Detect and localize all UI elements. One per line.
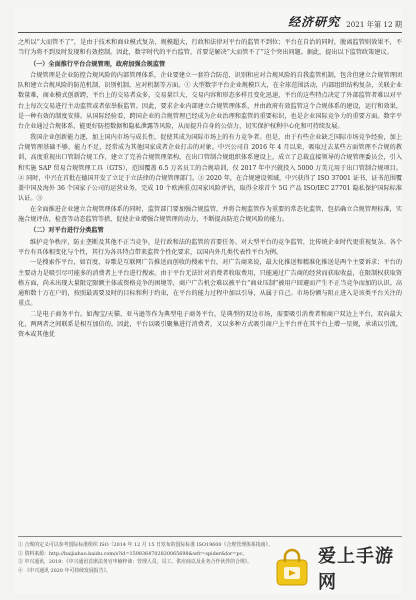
bag-logo-icon bbox=[272, 548, 312, 588]
body-paragraph: 在全面推进企业建立合规管理体系的同时，监管部门要加强合规监管，并将合规监管作为重要的常态化监管，包括确立合规管理标准，实施合规评估，检查等动态监管等措，促使企业增强合规管理的动力，不断提高防范合规风险的能力。 bbox=[18, 205, 402, 224]
page-header bbox=[18, 8, 402, 33]
section-heading: （二）对平台进行分类监管 bbox=[30, 227, 104, 235]
body-paragraph: 我国企业创新能力逐，加上国内市场与成长性，促使其成为国际市场上的有力竞争者。但是，由于有些企业缺乏国际市场竞争经验，加上合规管理基础不够，能力不足，经常成为其他国家成者企业打击的对象。中兴公司自 2016 年 4 月以来，吸取过去某些方面管理不合规的教训，高度重视出口管制合规工作，建立了完善合规管理架构，在出口管制合规组织体系建设上，成立了总裁直接领导的合规管理委员会，引入和实施 SAP 贸易合规管理工具（GTS），范围覆盖 6.5 万名员工的合规培训，仅 2017 年中兴就投入 5000 万美元用于出口管制合规项目。② 同时，中兴在首批在德国开发了立足于立法律的合规管理部门。③ 2020 年，在合规建设领域，中兴获得了 ISO 37001 证书，证书范围覆盖中国及海外 36 个国家子公司的运营业务，完成 10 个欧洲重点国家风险评估，取得全球首个 5G 产品 ISO/IEC 27701 隐私保护国际标准认证。③ bbox=[18, 133, 402, 203]
journal-title: 经济研究 bbox=[288, 15, 341, 29]
watermark bbox=[272, 540, 410, 596]
body-paragraph: 二是电子商务平台。如淘宝/天猫、亚马逊等作为典型电子商务平台，是典型的双边市场，需要吸引消费者和商户双边上平台，双向最大化，两两者之间联系是相互加倍的。因此，平台以吸引聚集进行消费者，又以多种方式吸引商户上平台并在其平台上增一星规，承诺以引流，资本或其他优 bbox=[18, 310, 402, 339]
body-paragraph: 之所以“大而管不了”，是由于技术和商业模式复杂，规模超大，行政和法律对平台的监管不到位；平台在自治的同时，脱离监管则效果不，不当行为将不到及时发现和有效控制。因此，数字时代的平台监管，首要是解决“大而管不了”这个突出问题。据此，提出以下监管政策建议。 bbox=[18, 39, 402, 57]
body-paragraph: 合规管理是企业防控合规风险的内部管理体系，企业要建立一套符合防范、识别和应对合规风险的自我监管机制，包含但建立合规管理团队和建立合规风险的防范机制、识别机制、应对机制等方面。① 大型数字平台企业规模巨大，在全球范围活动，内部组织结构复杂，关联企业数量难，商业模式创新跨，平台上的交易者众多，交易量巨大，交易内容和形态多样且变化迅速，平台的这些特点决定了外部监管者难以对平台上每次交易进行主动监管或者依举报监管。因此，要求企业内部建立合规管理体系，并由政府有效监管这个合规体系的建设，运行和效果，是一种有效的制度安排。从国际经验看，跨国企业的合规管理已经成为企业治理和监管的重要标识，也是企业国际竞争力的重要方面。数字平台企业通过合规体系，能更好防控数据和隐私泄露等风险，从而提升自身的公信力，切实保护权利中心化和可持续发展。 bbox=[18, 71, 402, 131]
footnote: ③ 中兴通讯，2019：《中兴通讯首席法务官申楠梓谈：管理人员，员工，供应商以及业务合作伙伴的合规》。 bbox=[18, 559, 253, 566]
section-heading: （一）全面推行平台合规管理，政府加强合规监管 bbox=[30, 60, 166, 68]
footnote: ④ 《中兴通讯 2020 年可持续发展报告》。 bbox=[18, 567, 111, 574]
body-paragraph: 一是搜索作平台，如百度、谷歌是互联网广告推送而创收的搜索平台，对广告商来说，最大化推送和精准化推送是两个主要诉求；平台的主要动力是吸引尽可能多的消费者上平台进行搜索。由于平台无法针对消费者收取费用，只能通过广告商的经营而获取收益，在限制权获取资格方面，尚未出现大量限定限额主体或资格竞争的困境等，商户广告机会难以被平台“商业压制”被用户回避而产生不正当竞争而加的认识。高通和数十万在户的，按照最需要及时的目标和利于约束，在平台的能力过程中加以引导，从属于自己。市场份额与阻止进入是该类平台关注的重点。 bbox=[18, 259, 402, 308]
body-paragraph: 维护竞争秩序，防止垄断及其他不正当竞争，是行政和法的监管的首要任务。对大型平台的竞争监管，比传统企业时代更重视复杂。各个平台有具体相变化与个性，其行为各具特点带来监管个性化要求，以国内外几类代表性平台为例。 bbox=[18, 238, 402, 256]
footnote: ② 资料来源：http://baijiahao.baidu.com/s?id=1598364702820065698&wfr=spider&for=pc。 bbox=[18, 550, 248, 557]
article-body bbox=[18, 38, 402, 341]
watermark-text: 爱上手游网 bbox=[318, 546, 394, 593]
issue-number: 2021 年第 12 期 bbox=[346, 20, 402, 29]
footnote: ① 合规的定义可以参考国际标准组织 ISO（2014 年 12 月 15 日发布的国际标准 ISO19600《合规管理体系指南》。 bbox=[18, 542, 273, 548]
